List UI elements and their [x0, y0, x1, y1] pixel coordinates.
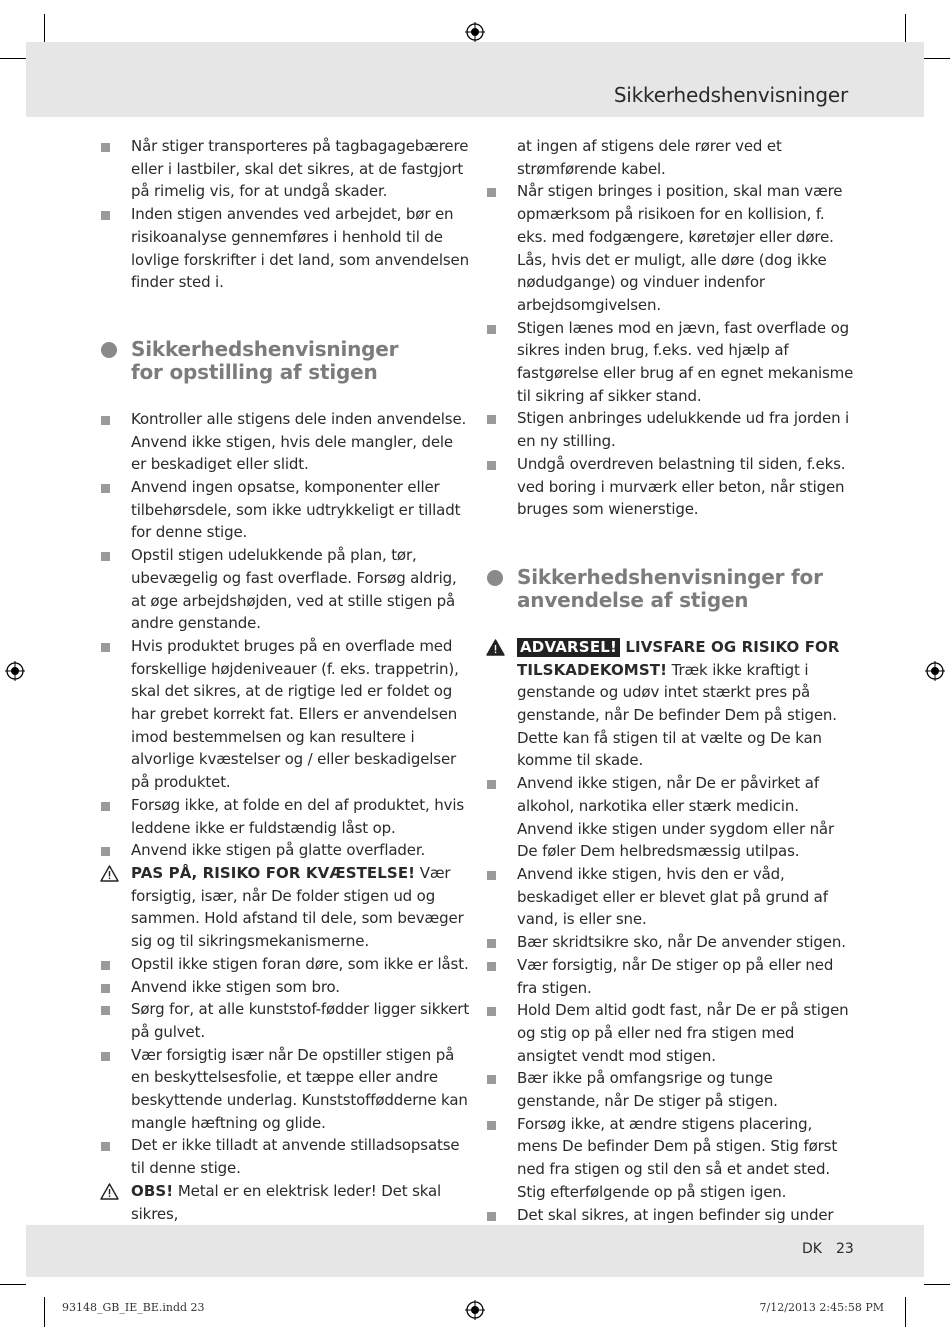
warning-triangle-icon — [100, 1183, 119, 1200]
print-timestamp: 7/12/2013 2:45:58 PM — [759, 1301, 884, 1314]
list-item: Stigen lænes mod en jævn, fast overflade og sikres inden brug, f.eks. ved hjælp af fastgørelse eller brug af en egnet mekanisme til sikring af sikker stand. — [486, 317, 856, 408]
bullet-square-icon — [487, 780, 496, 789]
bullet-square-icon — [101, 643, 110, 652]
list-item: Bær ikke på omfangsrige og tunge genstande, når De stiger på stigen. — [486, 1067, 856, 1112]
list-item: Bær skridtsikre sko, når De anvender stigen. — [486, 931, 856, 954]
section-heading-anvendelse: Sikkerhedshenvisninger for anvendelse af stigen — [486, 566, 856, 612]
crop-mark — [44, 1297, 45, 1327]
list-item: Anvend ikke stigen på glatte overflader. — [100, 839, 470, 862]
usage-list — [486, 636, 856, 1249]
list-item: Opstil stigen udelukkende på plan, tør, ubevægelig og fast overflade. Forsøg aldrig, at øge arbejdshøjden, ved at stille stigen på andre genstande. — [100, 544, 470, 635]
crop-mark — [905, 14, 906, 42]
registration-mark-icon — [925, 661, 945, 681]
list-item: Forsøg ikke, at ændre stigens placering, mens De befinder Dem på stigen. Stig først ned fra stigen og stil den så et andet sted. Stig efterfølgende op på stigen igen. — [486, 1113, 856, 1204]
crop-mark — [0, 1284, 26, 1285]
list-item: Kontroller alle stigens dele inden anvendelse. Anvend ikke stigen, hvis dele mangler, dele er beskadiget eller slidt. — [100, 408, 470, 476]
warning-badge: ADVARSEL! — [517, 638, 620, 657]
list-item: Når stigen bringes i position, skal man være opmærksom på risikoen for en kollision, f. eks. med fodgængere, køretøjer eller døre. Lås, hvis det er muligt, alle døre (dog ikke nødudgange) og vinduer indenfor arbejdsomgivelsen. — [486, 180, 856, 316]
bullet-square-icon — [487, 962, 496, 971]
bullet-square-icon — [101, 984, 110, 993]
page-number: 23 — [836, 1241, 854, 1257]
bullet-square-icon — [101, 1006, 110, 1015]
right-column — [486, 135, 856, 1249]
registration-mark-icon — [465, 22, 485, 42]
setup-list — [100, 408, 470, 1225]
warning-item: ADVARSEL! LIVSFARE OG RISIKO FOR TILSKADEKOMST! Træk ikke kraftigt i genstande og udøv intet stærkt pres på genstande, når De befinder Dem på stigen. Dette kan få stigen til at vælte og De kan komme til skade. — [486, 636, 856, 772]
bullet-square-icon — [101, 847, 110, 856]
list-item: Anvend ingen opsatse, komponenter eller tilbehørsdele, som ikke udtrykkeligt er tilladt for denne stige. — [100, 476, 470, 544]
crop-mark — [905, 1297, 906, 1327]
list-item: Vær forsigtig, når De stiger op på eller ned fra stigen. — [486, 954, 856, 999]
registration-mark-icon — [465, 1300, 485, 1320]
bullet-square-icon — [101, 802, 110, 811]
bullet-square-icon — [101, 1052, 110, 1061]
list-item: Sørg for, at alle kunststof-fødder ligger sikkert på gulvet. — [100, 998, 470, 1043]
list-item: Anvend ikke stigen, hvis den er våd, beskadiget eller er blevet glat på grund af vand, is eller sne. — [486, 863, 856, 931]
bullet-square-icon — [101, 484, 110, 493]
intro-list — [100, 135, 470, 294]
crop-mark — [924, 1284, 950, 1285]
bullet-square-icon — [487, 1121, 496, 1130]
file-slug: 93148_GB_IE_BE.indd 23 — [62, 1301, 205, 1314]
list-item: Når stiger transporteres på tagbagagebærere eller i lastbiler, skal det sikres, at de fastgjort på rimelig vis, for at undgå skader. — [100, 135, 470, 203]
bullet-square-icon — [487, 1212, 496, 1221]
bullet-square-icon — [487, 325, 496, 334]
heading-dot-icon — [487, 570, 503, 586]
bullet-square-icon — [487, 415, 496, 424]
list-item: Vær forsigtig især når De opstiller stigen på en beskyttelsesfolie, et tæppe eller andre beskyttende underlag. Kunststoffødderne kan mangle hæftning og glide. — [100, 1044, 470, 1135]
bullet-square-icon — [101, 143, 110, 152]
registration-mark-icon — [5, 661, 25, 681]
page-title: Sikkerhedshenvisninger — [613, 83, 848, 107]
crop-mark — [0, 58, 26, 59]
list-item: Inden stigen anvendes ved arbejdet, bør en risikoanalyse gennemføres i henhold til de lovlige forskrifter i det land, som anvendelsen finder sted i. — [100, 203, 470, 294]
bullet-square-icon — [487, 1007, 496, 1016]
list-item: Anvend ikke stigen, når De er påvirket af alkohol, narkotika eller stærk medicin. Anvend ikke stigen under sygdom eller når De føler Dem helbredsmæssig utilpas. — [486, 772, 856, 863]
list-item: Stigen anbringes udelukkende ud fra jorden i en ny stilling. — [486, 407, 856, 452]
crop-mark — [44, 14, 45, 42]
list-item: Opstil ikke stigen foran døre, som ikke er låst. — [100, 953, 470, 976]
bullet-square-icon — [101, 416, 110, 425]
heading-dot-icon — [101, 342, 117, 358]
list-item: Hvis produktet bruges på en overflade med forskellige højdeniveauer (f. eks. trappetrin), skal det sikres, at de rigtige led er foldet og har grebet korrekt fat. Ellers er anvendelsen imod bestemmelsen og kan resultere i alvorlige kvæstelser og / eller beskadigelser på produktet. — [100, 635, 470, 794]
warning-triangle-icon — [486, 639, 505, 656]
bullet-square-icon — [487, 188, 496, 197]
warning-item: PAS PÅ, RISIKO FOR KVÆSTELSE! Vær forsigtig, især, når De folder stigen ud og sammen. Hold afstand til dele, som bevæger sig og til sikringsmekanismerne. — [100, 862, 470, 953]
section-heading-opstilling: Sikkerhedshenvisninger for opstilling af stigen — [100, 338, 470, 384]
list-item: Hold Dem altid godt fast, når De er på stigen og stig op på eller ned fra stigen med ansigtet vendt mod stigen. — [486, 999, 856, 1067]
bullet-square-icon — [101, 961, 110, 970]
bullet-square-icon — [487, 871, 496, 880]
list-item: Forsøg ikke, at folde en del af produktet, hvis leddene ikke er fuldstændig låst op. — [100, 794, 470, 839]
list-item: Det er ikke tilladt at anvende stilladsopsatse til denne stige. — [100, 1134, 470, 1179]
warning-item: OBS! Metal er en elektrisk leder! Det skal sikres, — [100, 1180, 470, 1225]
crop-mark — [924, 58, 950, 59]
bullet-square-icon — [101, 1142, 110, 1151]
list-item: Det skal sikres, at ingen befinder sig under — [486, 1204, 856, 1249]
bullet-square-icon — [487, 939, 496, 948]
bullet-square-icon — [101, 552, 110, 561]
bullet-square-icon — [101, 211, 110, 220]
bullet-square-icon — [487, 461, 496, 470]
list-item: Undgå overdreven belastning til siden, f.eks. ved boring i murværk eller beton, når stigen bruges som wienerstige. — [486, 453, 856, 521]
left-column — [100, 135, 470, 1225]
bullet-square-icon — [487, 1075, 496, 1084]
continuation-text: at ingen af stigens dele rører ved et strømførende kabel. — [517, 137, 782, 178]
warning-triangle-icon — [100, 865, 119, 882]
list-item: Anvend ikke stigen som bro. — [100, 976, 470, 999]
language-code: DK — [802, 1241, 822, 1257]
footer-band — [26, 1225, 924, 1277]
